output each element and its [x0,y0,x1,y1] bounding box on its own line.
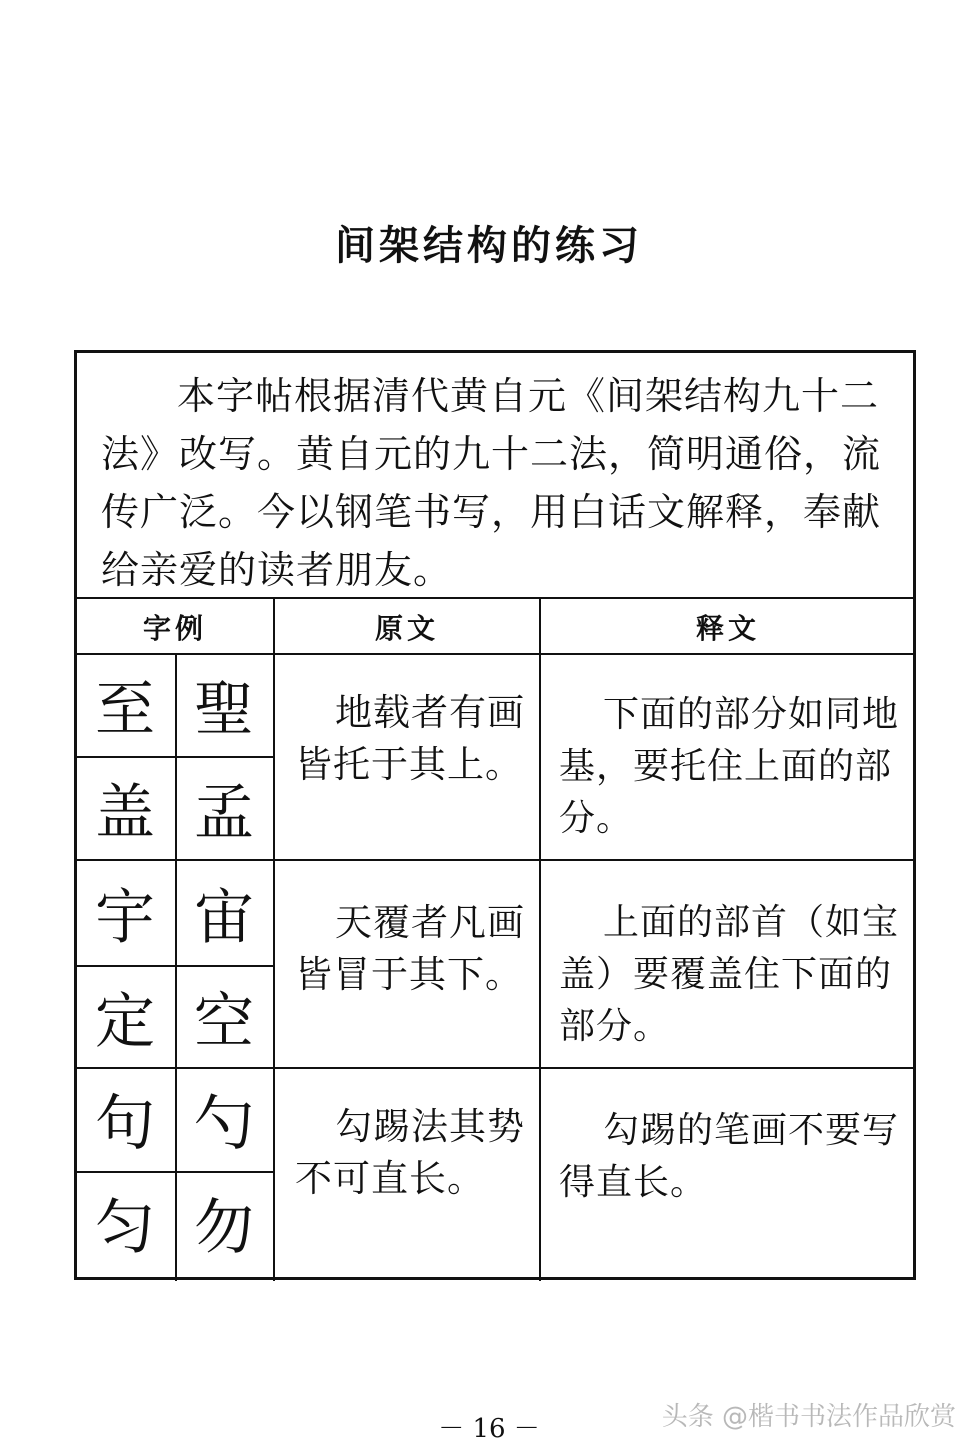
example-char: 定 [95,987,155,1057]
row-divider-1 [77,859,913,861]
explanation-text: 下面的部分如同地基，要托住上面的部分。 [559,694,900,839]
example-char: 宇 [95,883,155,953]
example-char: 至 [95,675,155,745]
page-title: 间架结构的练习 [335,223,643,269]
page-number: － 16 － [438,1414,540,1444]
examples-column-divider [273,597,275,1281]
header-examples: 字例 [142,612,207,645]
original-text: 天覆者凡画皆冒于其下。 [295,901,525,996]
watermark: 头条 @楷书书法作品欣赏 [661,1402,956,1432]
example-char: 空 [194,987,254,1057]
example-char: 盖 [95,778,155,848]
example-char: 匀 [95,1193,155,1263]
explanation-text: 上面的部首（如宝盖）要覆盖住下面的部分。 [559,902,900,1047]
original-text: 勾踢法其势不可直长。 [295,1105,525,1200]
intro-paragraph: 本字帖根据清代黄自元《间架结构九十二法》改写。黄自元的九十二法，简明通俗，流传广泛。今以钢笔书写，用白话文解释，奉献给亲爱的读者朋友。 [101,374,882,592]
original-column-divider [539,597,541,1281]
example-char: 聖 [194,675,254,745]
explanation-text: 勾踢的笔画不要写得直长。 [559,1110,900,1203]
content-table [74,350,916,1280]
example-char: 句 [95,1089,155,1159]
example-char: 宙 [194,883,254,953]
original-text: 地载者有画皆托于其上。 [295,691,525,786]
example-char: 孟 [194,778,254,848]
example-char: 勿 [194,1193,254,1263]
example-char: 勺 [194,1089,254,1159]
header-explanation: 释文 [695,612,760,645]
header-original: 原文 [374,612,439,645]
